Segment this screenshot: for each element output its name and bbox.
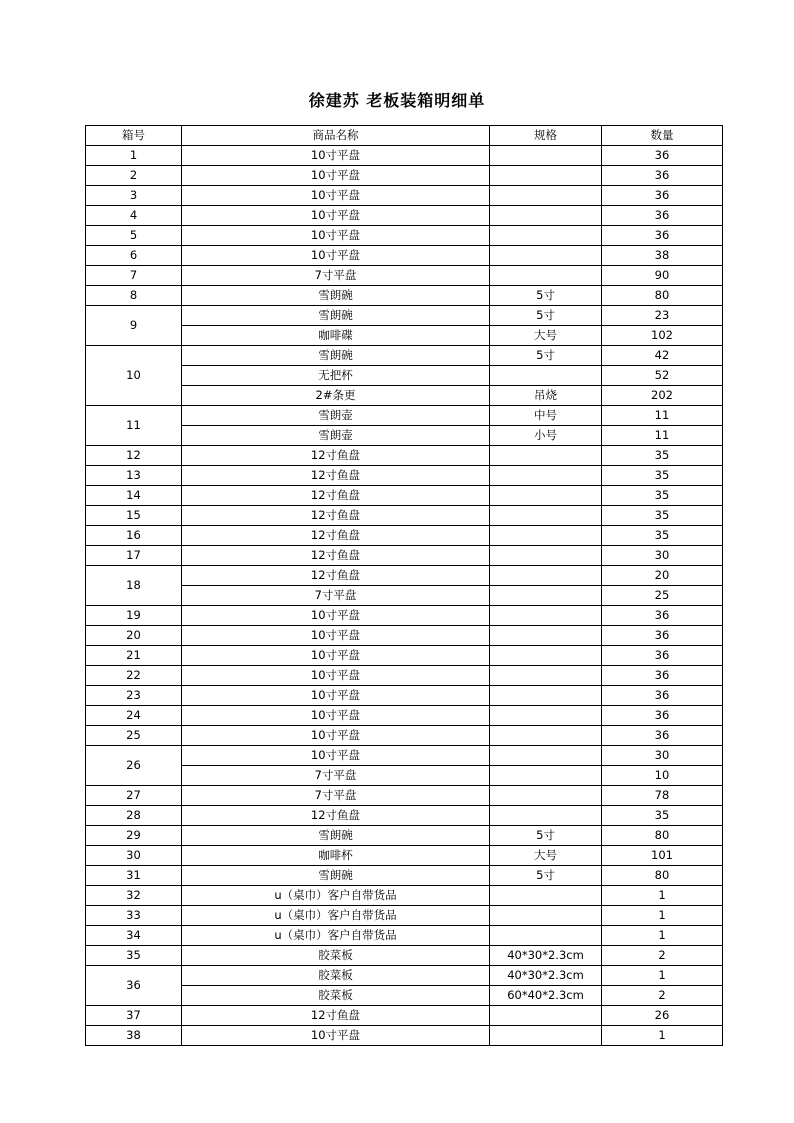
product-name-cell: 10寸平盘 <box>182 246 490 266</box>
quantity-cell: 101 <box>602 846 723 866</box>
table-row <box>86 326 723 346</box>
table-row <box>86 926 723 946</box>
table-row <box>86 826 723 846</box>
table-row <box>86 286 723 306</box>
box-number-cell: 2 <box>86 166 182 186</box>
quantity-cell: 1 <box>602 926 723 946</box>
quantity-cell: 36 <box>602 146 723 166</box>
spec-cell <box>490 746 602 766</box>
table-row <box>86 666 723 686</box>
spec-cell: 大号 <box>490 326 602 346</box>
quantity-cell: 80 <box>602 286 723 306</box>
spec-cell: 60*40*2.3cm <box>490 986 602 1006</box>
table-row <box>86 766 723 786</box>
product-name-cell: 10寸平盘 <box>182 1026 490 1046</box>
product-name-cell: 10寸平盘 <box>182 146 490 166</box>
table-row <box>86 306 723 326</box>
product-name-cell: 10寸平盘 <box>182 606 490 626</box>
spec-cell: 40*30*2.3cm <box>490 966 602 986</box>
table-row <box>86 946 723 966</box>
box-number-cell: 16 <box>86 526 182 546</box>
table-row <box>86 426 723 446</box>
table-row <box>86 646 723 666</box>
quantity-cell: 90 <box>602 266 723 286</box>
spec-cell: 吊烧 <box>490 386 602 406</box>
box-number-cell: 8 <box>86 286 182 306</box>
quantity-cell: 25 <box>602 586 723 606</box>
table-row <box>86 966 723 986</box>
table-row <box>86 686 723 706</box>
quantity-cell: 42 <box>602 346 723 366</box>
product-name-cell: 12寸鱼盘 <box>182 566 490 586</box>
spec-cell <box>490 1026 602 1046</box>
quantity-cell: 52 <box>602 366 723 386</box>
quantity-cell: 36 <box>602 226 723 246</box>
quantity-cell: 78 <box>602 786 723 806</box>
box-number-cell: 30 <box>86 846 182 866</box>
product-name-cell: 咖啡碟 <box>182 326 490 346</box>
quantity-cell: 11 <box>602 406 723 426</box>
box-number-cell: 33 <box>86 906 182 926</box>
quantity-cell: 36 <box>602 666 723 686</box>
spec-cell <box>490 446 602 466</box>
box-number-cell: 37 <box>86 1006 182 1026</box>
spec-cell <box>490 626 602 646</box>
box-number-cell: 34 <box>86 926 182 946</box>
table-row <box>86 626 723 646</box>
spec-cell <box>490 186 602 206</box>
product-name-cell: 雪朗碗 <box>182 866 490 886</box>
table-row <box>86 906 723 926</box>
quantity-cell: 26 <box>602 1006 723 1026</box>
spec-cell <box>490 886 602 906</box>
spec-cell <box>490 686 602 706</box>
product-name-cell: 胶菜板 <box>182 986 490 1006</box>
spec-cell <box>490 246 602 266</box>
box-number-cell: 31 <box>86 866 182 886</box>
spec-cell <box>490 786 602 806</box>
spec-cell <box>490 606 602 626</box>
table-row <box>86 346 723 366</box>
spec-cell: 5寸 <box>490 346 602 366</box>
spec-cell <box>490 146 602 166</box>
table-row <box>86 1006 723 1026</box>
spec-cell: 5寸 <box>490 306 602 326</box>
box-number-cell: 32 <box>86 886 182 906</box>
table-row <box>86 446 723 466</box>
quantity-cell: 36 <box>602 706 723 726</box>
table-row <box>86 486 723 506</box>
product-name-cell: 2#条更 <box>182 386 490 406</box>
quantity-cell: 1 <box>602 1026 723 1046</box>
box-number-cell: 17 <box>86 546 182 566</box>
spec-cell: 5寸 <box>490 286 602 306</box>
quantity-cell: 2 <box>602 986 723 1006</box>
quantity-cell: 23 <box>602 306 723 326</box>
product-name-cell: 12寸鱼盘 <box>182 466 490 486</box>
table-row <box>86 746 723 766</box>
box-number-cell: 21 <box>86 646 182 666</box>
spec-cell <box>490 166 602 186</box>
table-header-row <box>86 126 723 146</box>
product-name-cell: 雪朗壶 <box>182 406 490 426</box>
table-body <box>86 146 723 1046</box>
product-name-cell: 10寸平盘 <box>182 706 490 726</box>
table-row <box>86 726 723 746</box>
product-name-cell: 10寸平盘 <box>182 206 490 226</box>
table-row <box>86 546 723 566</box>
spec-cell <box>490 586 602 606</box>
quantity-cell: 36 <box>602 686 723 706</box>
spec-cell <box>490 566 602 586</box>
box-number-cell: 10 <box>86 346 182 406</box>
product-name-cell: u（桌巾）客户自带货品 <box>182 886 490 906</box>
quantity-cell: 35 <box>602 466 723 486</box>
box-number-cell: 27 <box>86 786 182 806</box>
product-name-cell: 10寸平盘 <box>182 726 490 746</box>
table-row <box>86 846 723 866</box>
box-number-cell: 7 <box>86 266 182 286</box>
table-row <box>86 146 723 166</box>
table-row <box>86 506 723 526</box>
quantity-cell: 1 <box>602 906 723 926</box>
spec-cell <box>490 926 602 946</box>
spec-cell <box>490 806 602 826</box>
box-number-cell: 14 <box>86 486 182 506</box>
product-name-cell: 7寸平盘 <box>182 786 490 806</box>
packing-list-table <box>85 125 723 1046</box>
product-name-cell: 胶菜板 <box>182 946 490 966</box>
quantity-cell: 38 <box>602 246 723 266</box>
table-row <box>86 786 723 806</box>
product-name-cell: 10寸平盘 <box>182 686 490 706</box>
spec-cell: 5寸 <box>490 826 602 846</box>
quantity-cell: 35 <box>602 526 723 546</box>
quantity-cell: 35 <box>602 446 723 466</box>
page-title: 徐建苏 老板装箱明细单 <box>308 91 486 110</box>
quantity-cell: 36 <box>602 186 723 206</box>
product-name-cell: 10寸平盘 <box>182 646 490 666</box>
quantity-cell: 36 <box>602 726 723 746</box>
spec-cell <box>490 706 602 726</box>
box-number-cell: 6 <box>86 246 182 266</box>
product-name-cell: 10寸平盘 <box>182 626 490 646</box>
product-name-cell: 10寸平盘 <box>182 166 490 186</box>
box-number-cell: 3 <box>86 186 182 206</box>
box-number-cell: 15 <box>86 506 182 526</box>
table-row <box>86 586 723 606</box>
spec-cell <box>490 526 602 546</box>
table-row <box>86 866 723 886</box>
table-row <box>86 706 723 726</box>
product-name-cell: 12寸鱼盘 <box>182 446 490 466</box>
table-row <box>86 986 723 1006</box>
table-row <box>86 526 723 546</box>
quantity-cell: 102 <box>602 326 723 346</box>
product-name-cell: 10寸平盘 <box>182 226 490 246</box>
quantity-cell: 30 <box>602 546 723 566</box>
product-name-cell: 胶菜板 <box>182 966 490 986</box>
product-name-cell: 12寸鱼盘 <box>182 526 490 546</box>
quantity-cell: 36 <box>602 166 723 186</box>
box-number-cell: 9 <box>86 306 182 346</box>
box-number-cell: 5 <box>86 226 182 246</box>
spec-cell <box>490 726 602 746</box>
quantity-cell: 36 <box>602 626 723 646</box>
box-number-cell: 28 <box>86 806 182 826</box>
header-quantity: 数量 <box>602 126 723 146</box>
quantity-cell: 20 <box>602 566 723 586</box>
box-number-cell: 22 <box>86 666 182 686</box>
box-number-cell: 18 <box>86 566 182 606</box>
product-name-cell: 雪朗壶 <box>182 426 490 446</box>
table-row <box>86 246 723 266</box>
product-name-cell: 10寸平盘 <box>182 186 490 206</box>
table-row <box>86 206 723 226</box>
product-name-cell: u（桌巾）客户自带货品 <box>182 926 490 946</box>
spec-cell <box>490 266 602 286</box>
box-number-cell: 1 <box>86 146 182 166</box>
table-row <box>86 566 723 586</box>
quantity-cell: 80 <box>602 866 723 886</box>
box-number-cell: 19 <box>86 606 182 626</box>
box-number-cell: 25 <box>86 726 182 746</box>
spec-cell <box>490 506 602 526</box>
quantity-cell: 10 <box>602 766 723 786</box>
spec-cell: 中号 <box>490 406 602 426</box>
product-name-cell: 7寸平盘 <box>182 266 490 286</box>
spec-cell: 40*30*2.3cm <box>490 946 602 966</box>
box-number-cell: 24 <box>86 706 182 726</box>
table-row <box>86 226 723 246</box>
table-row <box>86 886 723 906</box>
spec-cell <box>490 206 602 226</box>
spec-cell: 大号 <box>490 846 602 866</box>
quantity-cell: 80 <box>602 826 723 846</box>
product-name-cell: 无把杯 <box>182 366 490 386</box>
quantity-cell: 35 <box>602 806 723 826</box>
quantity-cell: 36 <box>602 606 723 626</box>
quantity-cell: 35 <box>602 486 723 506</box>
product-name-cell: 7寸平盘 <box>182 586 490 606</box>
product-name-cell: 12寸鱼盘 <box>182 1006 490 1026</box>
table-row <box>86 606 723 626</box>
product-name-cell: 雪朗碗 <box>182 826 490 846</box>
spec-cell <box>490 366 602 386</box>
header-product-name: 商品名称 <box>182 126 490 146</box>
spec-cell: 5寸 <box>490 866 602 886</box>
box-number-cell: 11 <box>86 406 182 446</box>
quantity-cell: 1 <box>602 886 723 906</box>
spec-cell <box>490 1006 602 1026</box>
product-name-cell: 12寸鱼盘 <box>182 806 490 826</box>
table-row <box>86 406 723 426</box>
table-row <box>86 1026 723 1046</box>
header-box-no: 箱号 <box>86 126 182 146</box>
quantity-cell: 35 <box>602 506 723 526</box>
quantity-cell: 36 <box>602 206 723 226</box>
spec-cell <box>490 486 602 506</box>
box-number-cell: 4 <box>86 206 182 226</box>
product-name-cell: 7寸平盘 <box>182 766 490 786</box>
box-number-cell: 38 <box>86 1026 182 1046</box>
quantity-cell: 1 <box>602 966 723 986</box>
box-number-cell: 13 <box>86 466 182 486</box>
spec-cell <box>490 646 602 666</box>
box-number-cell: 26 <box>86 746 182 786</box>
quantity-cell: 11 <box>602 426 723 446</box>
box-number-cell: 29 <box>86 826 182 846</box>
table-row <box>86 366 723 386</box>
spec-cell <box>490 766 602 786</box>
table-row <box>86 186 723 206</box>
box-number-cell: 35 <box>86 946 182 966</box>
spec-cell <box>490 906 602 926</box>
table-row <box>86 166 723 186</box>
table-row <box>86 386 723 406</box>
quantity-cell: 36 <box>602 646 723 666</box>
spec-cell <box>490 546 602 566</box>
spec-cell <box>490 666 602 686</box>
spec-cell <box>490 226 602 246</box>
table-row <box>86 266 723 286</box>
spec-cell: 小号 <box>490 426 602 446</box>
product-name-cell: 10寸平盘 <box>182 666 490 686</box>
box-number-cell: 12 <box>86 446 182 466</box>
product-name-cell: 雪朗碗 <box>182 286 490 306</box>
table-row <box>86 806 723 826</box>
product-name-cell: 12寸鱼盘 <box>182 486 490 506</box>
box-number-cell: 36 <box>86 966 182 1006</box>
product-name-cell: 咖啡杯 <box>182 846 490 866</box>
product-name-cell: 雪朗碗 <box>182 346 490 366</box>
product-name-cell: u（桌巾）客户自带货品 <box>182 906 490 926</box>
product-name-cell: 雪朗碗 <box>182 306 490 326</box>
box-number-cell: 20 <box>86 626 182 646</box>
header-spec: 规格 <box>490 126 602 146</box>
quantity-cell: 30 <box>602 746 723 766</box>
spec-cell <box>490 466 602 486</box>
quantity-cell: 202 <box>602 386 723 406</box>
box-number-cell: 23 <box>86 686 182 706</box>
product-name-cell: 10寸平盘 <box>182 746 490 766</box>
product-name-cell: 12寸鱼盘 <box>182 546 490 566</box>
quantity-cell: 2 <box>602 946 723 966</box>
table-row <box>86 466 723 486</box>
product-name-cell: 12寸鱼盘 <box>182 506 490 526</box>
